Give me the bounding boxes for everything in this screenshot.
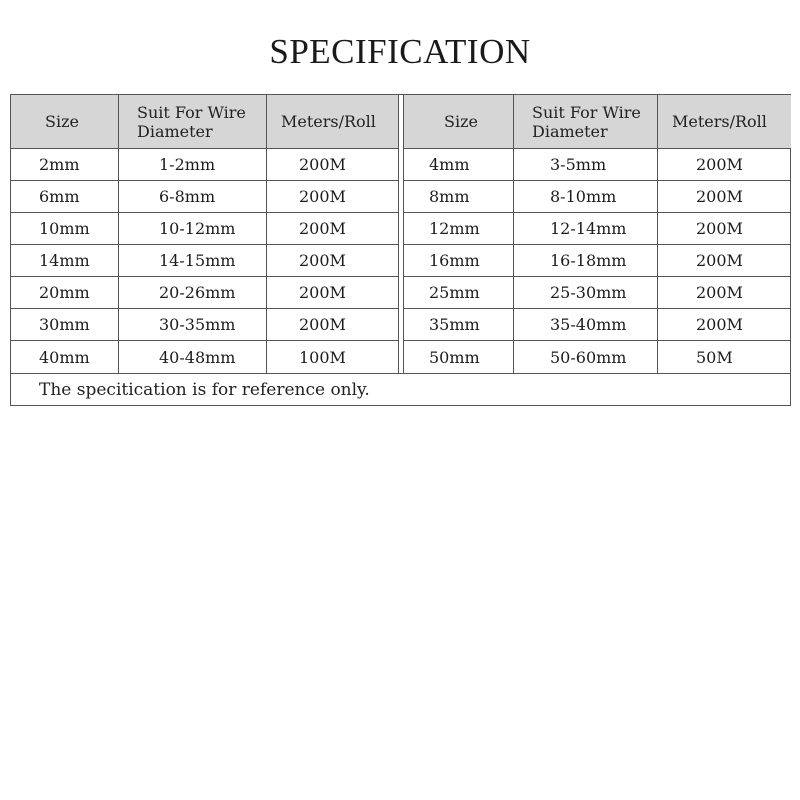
- size-cell: 10mm: [11, 213, 119, 244]
- wire-diameter-cell: 25-30mm: [514, 277, 658, 308]
- header-meters-per-roll: Meters/Roll: [281, 112, 376, 131]
- wire-diameter-cell: 30-35mm: [119, 309, 267, 340]
- header-suit-line1: Suit For Wire: [532, 103, 641, 122]
- table-header-row: [11, 95, 398, 149]
- table-row: [404, 213, 791, 245]
- size-cell: 14mm: [11, 245, 119, 276]
- wire-diameter-cell: 10-12mm: [119, 213, 267, 244]
- size-cell: 25mm: [404, 277, 514, 308]
- table-row: [404, 277, 791, 309]
- header-suit-for-wire-diameter: [119, 95, 267, 148]
- table-row: [404, 341, 791, 373]
- table-row: [11, 309, 398, 341]
- size-cell: 12mm: [404, 213, 514, 244]
- wire-diameter-cell: 6-8mm: [119, 181, 267, 212]
- size-cell: 6mm: [11, 181, 119, 212]
- header-size: Size: [404, 95, 514, 148]
- header-suit-for-wire-diameter: [514, 95, 658, 148]
- table-header-row: [404, 95, 791, 149]
- wire-diameter-cell: 20-26mm: [119, 277, 267, 308]
- meters-per-roll-cell: 200M: [696, 187, 743, 206]
- wire-diameter-cell: 3-5mm: [514, 149, 658, 180]
- table-row: [404, 309, 791, 341]
- meters-per-roll-cell: 100M: [299, 347, 346, 367]
- meters-per-roll-cell: 200M: [299, 155, 346, 174]
- note-divider: [11, 373, 790, 374]
- wire-diameter-cell: 12-14mm: [514, 213, 658, 244]
- header-suit-line2: Diameter: [137, 122, 213, 141]
- spec-table-right: [404, 95, 791, 373]
- wire-diameter-cell: 16-18mm: [514, 245, 658, 276]
- header-size: Size: [11, 95, 119, 148]
- table-row: [11, 149, 398, 181]
- header-meters-per-roll: Meters/Roll: [672, 112, 767, 131]
- reference-note: The specitication is for reference only.: [39, 380, 370, 400]
- size-cell: 20mm: [11, 277, 119, 308]
- size-cell: 8mm: [404, 181, 514, 212]
- size-cell: 4mm: [404, 149, 514, 180]
- size-cell: 2mm: [11, 149, 119, 180]
- size-cell: 50mm: [404, 341, 514, 373]
- table-divider-line: [398, 95, 399, 373]
- meters-per-roll-cell: 200M: [696, 251, 743, 270]
- table-row: [11, 213, 398, 245]
- header-suit-line1: Suit For Wire: [137, 103, 246, 122]
- spec-table-left: [11, 95, 398, 373]
- meters-per-roll-cell: 200M: [696, 155, 743, 174]
- meters-per-roll-cell: 200M: [299, 219, 346, 238]
- meters-per-roll-cell: 50M: [696, 347, 733, 367]
- size-cell: 40mm: [11, 341, 119, 373]
- table-row: [11, 277, 398, 309]
- size-cell: 16mm: [404, 245, 514, 276]
- table-row: [404, 149, 791, 181]
- meters-per-roll-cell: 200M: [299, 251, 346, 270]
- wire-diameter-cell: 40-48mm: [119, 341, 267, 373]
- wire-diameter-cell: 50-60mm: [514, 341, 658, 373]
- specification-table: [10, 94, 791, 406]
- meters-per-roll-cell: 200M: [696, 219, 743, 238]
- table-row: [404, 245, 791, 277]
- wire-diameter-cell: 8-10mm: [514, 181, 658, 212]
- wire-diameter-cell: 35-40mm: [514, 309, 658, 340]
- wire-diameter-cell: 14-15mm: [119, 245, 267, 276]
- meters-per-roll-cell: 200M: [696, 315, 743, 334]
- size-cell: 30mm: [11, 309, 119, 340]
- wire-diameter-cell: 1-2mm: [119, 149, 267, 180]
- table-row: [11, 181, 398, 213]
- size-cell: 35mm: [404, 309, 514, 340]
- table-row: [404, 181, 791, 213]
- page-title: SPECIFICATION: [269, 32, 531, 71]
- meters-per-roll-cell: 200M: [299, 315, 346, 334]
- header-suit-line2: Diameter: [532, 122, 608, 141]
- table-row: [11, 245, 398, 277]
- meters-per-roll-cell: 200M: [299, 283, 346, 302]
- table-row: [11, 341, 398, 373]
- meters-per-roll-cell: 200M: [299, 187, 346, 206]
- meters-per-roll-cell: 200M: [696, 283, 743, 302]
